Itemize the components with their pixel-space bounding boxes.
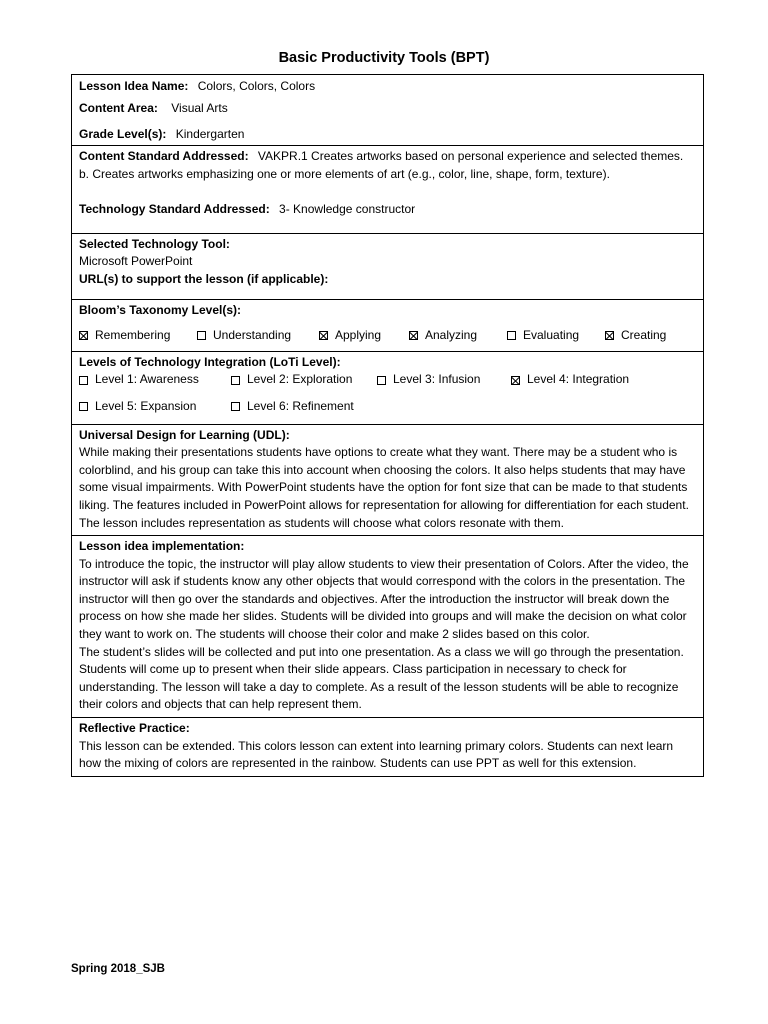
unchecked-box-icon	[79, 402, 88, 411]
unchecked-box-icon	[507, 331, 516, 340]
unchecked-box-icon	[79, 376, 88, 385]
blooms-option-applying[interactable]: Applying	[319, 327, 409, 345]
loti-option-level-4[interactable]: Level 4: Integration	[511, 371, 629, 389]
loti-option-level-2[interactable]: Level 2: Exploration	[231, 371, 377, 389]
footer-label: Spring 2018_SJB	[71, 963, 165, 975]
standards-section	[72, 145, 703, 233]
blooms-option-creating[interactable]: Creating	[605, 327, 666, 345]
technology-standard-label: Technology Standard Addressed:	[79, 202, 270, 217]
content-area-value: Visual Arts	[171, 101, 228, 115]
reflective-section	[72, 717, 703, 776]
page-title: Basic Productivity Tools (BPT)	[278, 50, 490, 66]
udl-label: Universal Design for Learning (UDL):	[79, 427, 290, 442]
reflective-text: This lesson can be extended. This colors lesson can extent into learning primary colors. Students can next learn how the mixing of colors are represented in the rainbow. Students can use PPT as well for this extension.	[79, 738, 674, 771]
blooms-option-remembering[interactable]: Remembering	[79, 327, 197, 345]
blooms-option-analyzing[interactable]: Analyzing	[409, 327, 507, 345]
grade-level-value: Kindergarten	[175, 127, 245, 141]
content-standard-label: Content Standard Addressed:	[79, 149, 249, 163]
lesson-info-section	[72, 75, 703, 145]
content-area-label: Content Area:	[79, 101, 158, 115]
udl-text: While making their presentations students have options to create what they want. There may be a student who is colorblind, and his group can take this into account when choosing the colors. It also helps students that may have some visual impairments. With PowerPoint students have the option for font size that can be made to that students liking. The features included in PowerPoint allows for representation for allowing for differentiation for each student. The lesson includes representation as students will choose what colors resonate with them.	[79, 445, 689, 530]
loti-options-row-1	[79, 371, 696, 389]
loti-options-row-2	[79, 398, 696, 416]
unchecked-box-icon	[231, 376, 240, 385]
checked-box-icon	[79, 331, 88, 340]
technology-standard-value: 3- Knowledge constructor	[279, 202, 416, 217]
blooms-label: Bloom’s Taxonomy Level(s):	[79, 302, 242, 317]
blooms-option-understanding[interactable]: Understanding	[197, 327, 319, 345]
loti-option-level-3[interactable]: Level 3: Infusion	[377, 371, 511, 389]
technology-tool-section	[72, 233, 703, 299]
udl-section	[72, 424, 703, 536]
blooms-section	[72, 299, 703, 351]
checked-box-icon	[511, 376, 520, 385]
loti-option-level-1[interactable]: Level 1: Awareness	[79, 371, 231, 389]
implementation-paragraph-1: To introduce the topic, the instructor will play allow students to view their presentation of Colors. After the video, the instructor will ask if students know any other objects that would correspond with the colors in the presentation. The instructor will then go over the standards and objectives. After the introduction the instructor will break down the process on how she made her slides. Students will be divided into groups and will make the decision on what color they want to work on. The students will choose their color and make 2 slides based on this color.	[79, 556, 689, 642]
content-standard-value: VAKPR.1 Creates artworks based on personal experience and selected themes. b. Creates artworks emphasizing one or more elements of art (e.g., color, line, shape, form, texture).	[79, 149, 684, 181]
checked-box-icon	[605, 331, 614, 340]
lesson-name-label: Lesson Idea Name:	[79, 79, 189, 93]
loti-option-level-5[interactable]: Level 5: Expansion	[79, 398, 231, 416]
url-label: URL(s) to support the lesson (if applicable):	[79, 271, 329, 286]
lesson-name-value: Colors, Colors, Colors	[197, 79, 316, 93]
implementation-paragraph-2: The student’s slides will be collected and put into one presentation. As a class we will go through the presentation. Students will come up to present when their slide appears. Class participation in necessary to check for understanding. The lesson will take a day to complete. As a result of the lesson students will be able to recognize their colors and objects that can help represent them.	[79, 644, 684, 712]
technology-tool-label: Selected Technology Tool:	[79, 236, 230, 251]
loti-section	[72, 351, 703, 424]
blooms-options	[79, 327, 696, 345]
reflective-label: Reflective Practice:	[79, 721, 190, 736]
implementation-label: Lesson idea implementation:	[79, 539, 245, 554]
unchecked-box-icon	[231, 402, 240, 411]
implementation-section	[72, 535, 703, 717]
lesson-plan-table	[71, 74, 704, 777]
unchecked-box-icon	[197, 331, 206, 340]
checked-box-icon	[319, 331, 328, 340]
unchecked-box-icon	[377, 376, 386, 385]
loti-label: Levels of Technology Integration (LoTi Level):	[79, 354, 341, 369]
grade-level-label: Grade Level(s):	[79, 127, 167, 141]
blooms-option-evaluating[interactable]: Evaluating	[507, 327, 605, 345]
technology-tool-value: Microsoft PowerPoint	[79, 254, 193, 269]
loti-option-level-6[interactable]: Level 6: Refinement	[231, 398, 354, 416]
checked-box-icon	[409, 331, 418, 340]
